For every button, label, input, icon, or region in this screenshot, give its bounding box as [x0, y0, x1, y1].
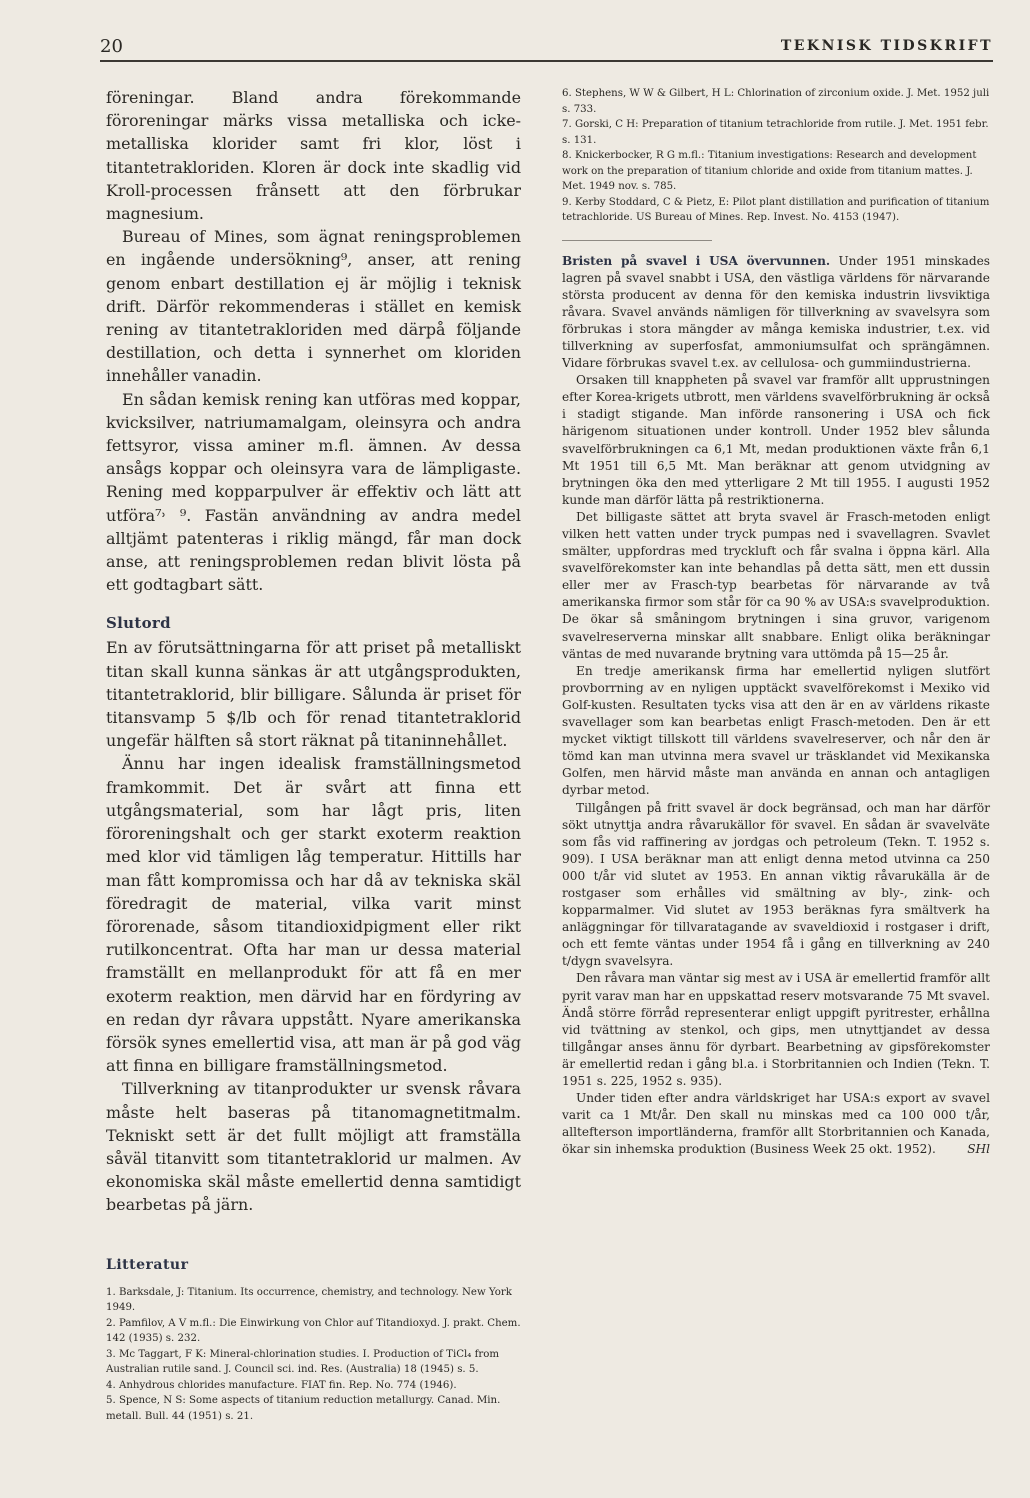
- paragraph-text: Under tiden efter andra världskriget har USA:s export av svavel varit ca 1 Mt/år. Den skall nu minskas med ca 100 000 t/år, alltefterson importländerna, framför allt Storbritannien och Kanada, ökar sin inhemska produktion (Business Week 25 okt. 1952).: [562, 1091, 990, 1157]
- paragraph: Det billigaste sättet att bryta svavel är Frasch-metoden enligt vilken hett vatten under tryck pumpas ned i svavellagren. Svavlet smälter, uppfordras med tryckluft och får svalna i öppna kärl. Alla svavelförekomster kan inte behandlas på detta sätt, men ett dussin eller mer av Frasch-typ bearbetas för närvarande av två amerikanska firmor som står för ca 90 % av USA:s svavelproduktion. De ökar så småningom brytningen i sina gruvor, varigenom svavelreserverna minskar allt snabbare. Enligt olika beräkningar väntas de med nuvarande brytning vara uttömda på 15—25 år.: [562, 509, 990, 661]
- divider: [562, 240, 712, 241]
- journal-title: TEKNISK TIDSKRIFT: [780, 38, 993, 54]
- literature-list: [106, 1285, 521, 1425]
- left-column: [106, 86, 521, 1424]
- paragraph: En av förutsättningarna för att priset på metalliskt titan skall kunna sänkas är att utgångsprodukten, titantetraklorid, blir billigare. Sålunda är priset för titansvamp 5 $/lb och för renad titantetraklorid ungefär hälften så stort räknat på titaninnehållet.: [106, 638, 521, 751]
- paragraph: Den råvara man väntar sig mest av i USA är emellertid framför allt pyrit varav man har en uppskattad reserv motsvarande 75 Mt svavel. Ändå större förråd representerar enligt uppgift pyritrester, erhållna vid tvättning av stenkol, och gips, men utnyttjandet av dessa tillgångar anses ännu för dyrbart. Bearbetning av gipsförekomster är emellertid redan i gång bl.a. i Storbritannien och Indien (Tekn. T. 1951 s. 225, 1952 s. 935).: [562, 971, 990, 1088]
- paragraph: Tillverkning av titanprodukter ur svensk råvara måste helt baseras på titanomagnetitmalm. Tekniskt sett är det fullt möjligt att framställa såväl titanvitt som titantetraklorid ur malmen. Av ekonomiska skäl måste emellertid denna samtidigt bearbetas på järn.: [106, 1079, 521, 1215]
- reference-item: 5. Spence, N S: Some aspects of titanium reduction metallurgy. Canad. Min. metall. Bull. 44 (1951) s. 21.: [106, 1395, 501, 1422]
- reference-item: 6. Stephens, W W & Gilbert, H L: Chlorination of zirconium oxide. J. Met. 1952 juli s. 733.: [562, 88, 990, 115]
- news-lead-paragraph: [562, 253, 990, 373]
- reference-item: 1. Barksdale, J: Titanium. Its occurrence, chemistry, and technology. New York 1949.: [106, 1286, 512, 1314]
- paragraph: Bureau of Mines, som ägnat reningsproblemen en ingående undersökning⁹, anser, att rening genom enbart destillation ej är möjlig i teknisk drift. Därför rekommenderas i stället en kemisk rening av titantetrakloriden med därpå följande destillation, och detta i synnerhet om kloriden innehåller vanadin.: [106, 227, 521, 386]
- page-header: [100, 32, 993, 62]
- author-signature: SHl: [967, 1142, 990, 1157]
- reference-item: 3. Mc Taggart, F K: Mineral-chlorination studies. I. Production of TiCl₄ from Australian rutile sand. J. Council sci. ind. Res. (Australia) 18 (1945) s. 5.: [106, 1348, 500, 1376]
- paragraph: Ännu har ingen idealisk framställningsmetod framkommit. Det är svårt att finna ett utgångsmaterial, som har lågt pris, liten föroreningshalt och ger starkt exoterm reaktion med klor vid tämligen låg temperatur. Hittills har man fått kompromissa och har då av tekniska skäl föredragit de material, vilka varit minst förorenade, såsom titandioxidpigment eller rikt rutilkoncentrat. Ofta har man ur dessa material framställt en mellanprodukt för att få en mer exoterm reaktion, men därvid har en fördyring av en redan dyr råvara uppstått. Nyare amerikanska försök synes emellertid visa, att man är på god väg att finna en billigare framställningsmetod.: [106, 754, 521, 1076]
- news-lead-text: Under 1951 minskades lagren på svavel snabbt i USA, den västliga världens för närvarande största producent av denna för den kemiska industrin livsviktiga råvara. Svavel används nämligen för tillverkning av svavelsyra som förbrukas i stora mängder av många kemiska industrier, t.ex. vid tillverkning av superfosfat, ammoniumsulfat och sprängämnen. Vidare förbrukas svavel t.ex. av cellulosa- och gummiindustrierna.: [562, 253, 991, 371]
- reference-item: 9. Kerby Stoddard, C & Pietz, E: Pilot plant distillation and purification of titanium tetrachloride. US Bureau of Mines. Rep. Invest. No. 4153 (1947).: [562, 196, 990, 223]
- paragraph: Tillgången på fritt svavel är dock begränsad, och man har därför sökt utnyttja andra råvarukällor för svavel. En sådan är svavelväte som fås vid raffinering av jordgas och petroleum (Tekn. T. 1952 s. 909). I USA beräknar man att enligt denna metod utvinna ca 250 000 t/år vid slutet av 1953. En annan viktig råvarukälla är de rostgaser som erhålles vid smältning av bly-, zink- och kopparmalmer. Vid slutet av 1953 beräknas fyra smältverk ha anläggningar för tillvaratagande av svaveldioxid i rostgaser i drift, och ett femte väntas under 1954 få i gång en tillverkning av 240 t/dygn svavelsyra.: [562, 800, 990, 969]
- paragraph: Orsaken till knappheten på svavel var framför allt upprustningen efter Korea-krigets utbrott, men världens svavelförbrukning är också i stadigt stigande. Man införde ransonering i USA och fick härigenom situationen under kontroll. Under 1952 blev sålunda svavelförbrukningen ca 6,1 Mt, medan produktionen växte från 6,1 Mt 1951 till 6,5 Mt. Man beräknar att genom utvidgning av brytningen öka den med ytterligare 2 Mt till 1955. I augusti 1952 kunde man därför lätta på restriktionerna.: [562, 373, 990, 507]
- reference-item: 4. Anhydrous chlorides manufacture. FIAT fin. Rep. No. 774 (1946).: [106, 1379, 457, 1391]
- news-article: [562, 253, 990, 1159]
- page-number: 20: [100, 36, 123, 57]
- reference-item: 2. Pamfilov, A V m.fl.: Die Einwirkung von Chlor auf Titandioxyd. J. prakt. Chem. 142 (1935) s. 232.: [106, 1317, 521, 1345]
- reference-item: 8. Knickerbocker, R G m.fl.: Titanium investigations: Research and development work on the preparation of titanium chloride and oxide from titanium mattes. J. Met. 1949 nov. s. 785.: [562, 150, 977, 192]
- news-title: Bristen på svavel i USA övervunnen.: [562, 253, 831, 268]
- literature-heading: Litteratur: [106, 1256, 189, 1273]
- reference-item: 7. Gorski, C H: Preparation of titanium tetrachloride from rutile. J. Met. 1951 febr. s. 131.: [562, 119, 989, 146]
- reference-list-continued: [562, 86, 990, 226]
- right-column: [562, 86, 990, 1158]
- paragraph: En sådan kemisk rening kan utföras med koppar, kvicksilver, natriumamalgam, oleinsyra och andra fettsyror, vissa aminer m.fl. ämnen. Av dessa ansågs koppar och oleinsyra vara de lämpligaste. Rening med kopparpulver är effektiv och lätt att utföra⁷˒ ⁹. Fastän användning av andra medel alltjämt patenteras i riklig mängd, får man dock anse, att reningsproblemen redan blivit lösta på ett godtagbart sätt.: [106, 389, 521, 595]
- news-final-paragraph: [562, 1090, 990, 1158]
- section-heading-slutord: Slutord: [106, 614, 171, 633]
- paragraph: En tredje amerikansk firma har emellertid nyligen slutfört provborrning av en nyligen upptäckt svavelförekomst i Mexiko vid Golf-kusten. Resultaten tycks visa att den är en av världens rikaste svavellager som kan bearbetas enligt Frasch-metoden. Den är ett mycket viktigt tillskott till världens svavelreserver, och når den är tömd kan man utvinna mera svavel ur träsklandet vid Mexikanska Golfen, men härvid måste man använda en annan och antagligen dyrbar metod.: [562, 663, 990, 798]
- paragraph: föreningar. Bland andra förekommande föroreningar märks vissa metalliska och icke-metalliska klorider samt fri klor, löst i titantetrakloriden. Kloren är dock inte skadlig vid Kroll-processen frånsett att den förbrukar magnesium.: [106, 88, 521, 224]
